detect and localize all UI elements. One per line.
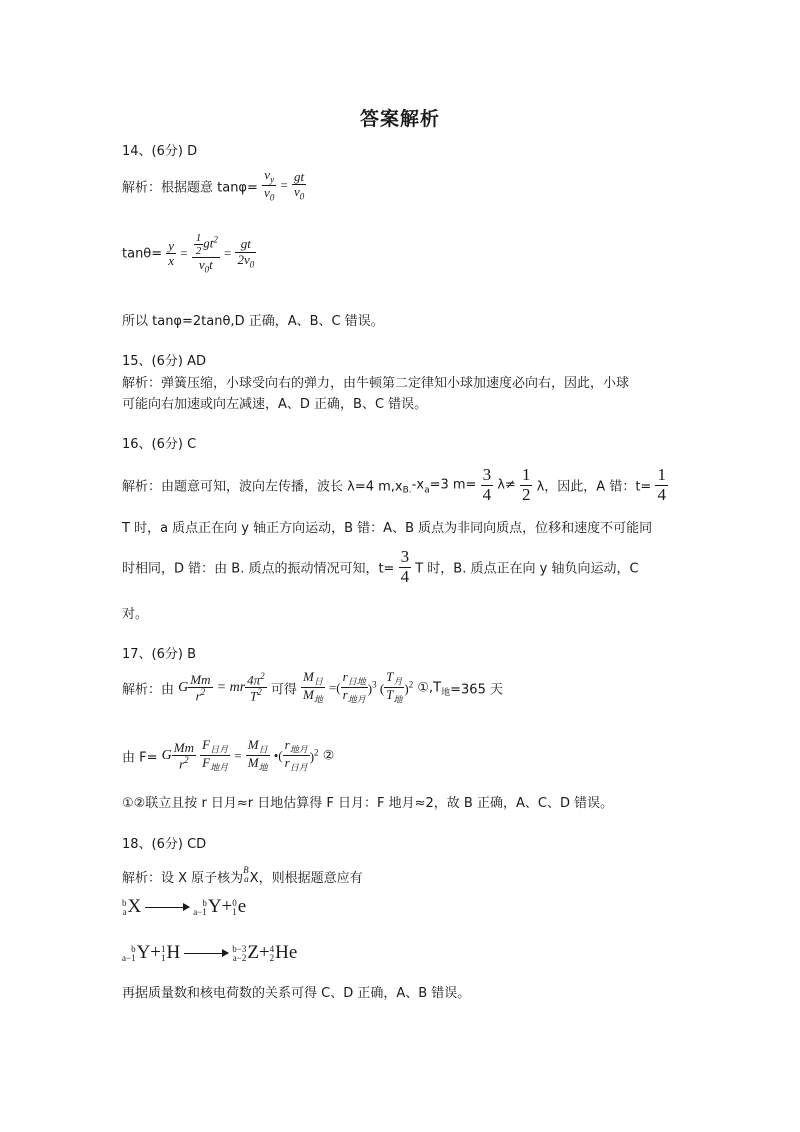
q14-fraction-vy-v0: $\frac{v_y}{v_0}$	[264, 167, 275, 204]
q16-line-1: 解析：由题意可知，波向左传播，波长 λ=4 $m,x_{B.}-x_a=3$ m= $\frac{3}{4}$ λ≠ $\frac{1}{2}$ λ，因此，A 错：t= $\frac{1}{4}$	[122, 465, 666, 504]
q17-heading: 17、(6分) B	[122, 647, 197, 662]
q14-fraction-gt-2v0: $\frac{gt}{2v_0}$	[237, 236, 255, 270]
q16-fraction-1-4: $\frac{1}{4}$	[657, 465, 666, 504]
q15-heading: 15、(6分) AD	[122, 354, 206, 369]
q17-conclusion: ①②联立且按 r 日月≈r 日地估算得 F 日月：F 地月≈2，故 B 正确，A、C、D 错误。	[122, 796, 614, 811]
q14-label-2: tanθ=	[122, 246, 163, 262]
q16-fraction-3-4-b: $\frac{3}{4}$	[400, 547, 410, 586]
q16-heading: 16、(6分) C	[122, 437, 197, 452]
q14-conclusion: 所以 tanφ=2tanθ,D 正确，A、B、C 错误。	[122, 314, 384, 329]
q14-heading: 14、(6分) D	[122, 144, 198, 159]
q15-line-2: 可能向右加速或向左减速，A、D 正确，B、C 错误。	[122, 397, 428, 412]
q18-heading: 18、(6分) CD	[122, 837, 207, 852]
q16-line-2: T 时，a 质点正在向 y 轴正方向运动，B 错：A、B 质点为非同向质点，位移和速度不可能同	[122, 521, 653, 536]
q16-line-4: 对。	[122, 607, 149, 622]
q15-line-1: 解析：弹簧压缩，小球受向右的弹力，由牛顿第二定律知小球加速度必向右，因此，小球	[122, 376, 630, 391]
arrow-icon	[145, 907, 189, 908]
q17-formula-2: 由 F= G $\frac{Mm}{r^2}$ $\frac{F_{日月}}{F_{地月}}$ = $\frac{M_日}{M_地}$ •( $\frac{r_{地月}}{r_{日月}}$ )$^2$ ②	[122, 737, 335, 774]
q14-formula-2: tanθ= $\frac{y}{x}$ = $\frac{1}{2}$ $gt^2$ $v_0t$ = $\frac{gt}{2v_0}$	[122, 232, 255, 275]
q16-fraction-1-2: $\frac{1}{2}$	[521, 465, 531, 504]
q18-conclusion: 再据质量数和核电荷数的关系可得 C、D 正确，A、B 错误。	[122, 986, 471, 1001]
q17-fraction-M-ratio: $\frac{M_日}{M_地}$	[302, 669, 323, 706]
q14-fraction-y-x: $\frac{y}{x}$	[168, 238, 175, 269]
q17-formula-1: 解析：由 G $\frac{Mm}{r^2}$ = mr $\frac{4\pi^2}{T^2}$ 可得 $\frac{M_日}{M_地}$ =( $\frac{r_{日地}}{r_{地月}}$ )$^3$ ( $\frac{T_月}{T_地}$ )$^2$ $①,T_地=365$ 天	[122, 669, 503, 706]
q17-fraction-4pi2-T2: $\frac{4\pi^2}{T^2}$	[247, 670, 265, 704]
q16-line-3: 时相同，D 错：由 B. 质点的振动情况可知，t= $\frac{3}{4}$ T 时，B. 质点正在向 y 轴负向运动，C	[122, 547, 639, 586]
q17-fraction-M-ratio-b: $\frac{M_日}{M_地}$	[247, 737, 268, 774]
q18-reaction-1: b aX b a−1Y+0 1e	[122, 896, 247, 917]
q14-fraction-half-gt2: $\frac{1}{2}$ $gt^2$ $v_0t$	[192, 232, 220, 276]
q17-fraction-Mm-r2: $\frac{Mm}{r^2}$	[190, 671, 211, 704]
q18-reaction-2: b a−1Y+1 1H b−3 a−2Z+4 2He	[122, 942, 298, 963]
arrow-icon	[184, 953, 228, 954]
q14-formula-1: 解析：根据题意 tanφ= $\frac{v_y}{v_0}$ = $\frac{gt}{v_0}$	[122, 167, 305, 204]
q17-fraction-Mm-r2-b: $\frac{Mm}{r^2}$	[173, 739, 194, 772]
page-title: 答案解析	[360, 108, 441, 130]
q17-fraction-r-ratio: $\frac{r_{日地}}{r_{地月}}$	[342, 669, 366, 706]
q18-line-1: 解析：设 X 原子核为B aX，则根据题意应有	[122, 865, 363, 886]
q17-fraction-F-ratio: $\frac{F_{日月}}{F_{地月}}$	[202, 737, 229, 774]
q17-fraction-r-ratio-b: $\frac{r_{地月}}{r_{日月}}$	[284, 737, 308, 774]
q14-fraction-gt-v0: $\frac{gt}{v_0}$	[293, 168, 305, 202]
q16-fraction-3-4: $\frac{3}{4}$	[482, 465, 492, 504]
q17-fraction-T-ratio: $\frac{T_月}{T_地}$	[386, 669, 403, 706]
q14-label-1: 解析：根据题意 tanφ=	[122, 180, 258, 196]
